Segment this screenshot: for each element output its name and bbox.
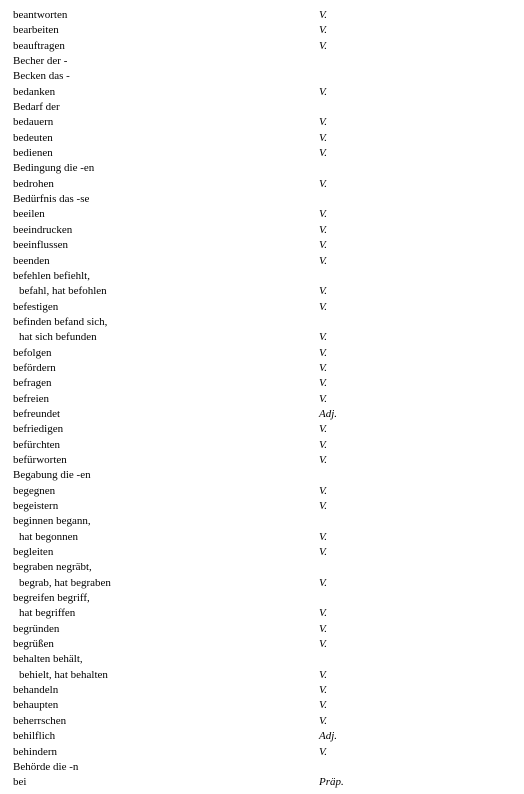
entry-continuation: behielt, hat behalten [19,668,108,681]
list-item [0,606,524,621]
entry-part-of-speech: V. [319,453,328,466]
list-item [0,315,524,330]
entry-word: behindern [13,745,57,758]
entry-part-of-speech: V. [319,684,328,697]
entry-part-of-speech: V. [319,177,328,190]
entry-part-of-speech: V. [319,208,328,221]
list-item [0,714,524,729]
list-item [0,146,524,161]
entry-continuation: hat begonnen [19,530,78,543]
entry-word: begründen [13,622,60,635]
entry-word: beantworten [13,9,68,21]
list-item [0,115,524,130]
entry-part-of-speech: V. [319,576,328,589]
entry-part-of-speech: V. [319,484,328,497]
entry-word: beauftragen [13,39,65,52]
entry-word: behilflich [13,730,56,743]
entry-word: befürchten [13,438,61,451]
entry-word: befestigen [13,300,59,313]
list-item [0,85,524,100]
list-item [0,652,524,667]
entry-word: bedeuten [13,131,53,144]
entry-continuation: hat begriffen [19,607,76,620]
vocabulary-list [0,8,524,791]
entry-word: beeindrucken [13,223,73,236]
entry-word: Bedingung die -en [13,162,95,175]
entry-word: befreundet [13,407,61,420]
entry-part-of-speech: V. [319,223,328,236]
list-item [0,100,524,115]
entry-continuation: befahl, hat befohlen [19,285,107,298]
entry-word: behandeln [13,684,59,697]
entry-part-of-speech: V. [319,699,328,712]
list-item [0,54,524,69]
list-item [0,760,524,775]
list-item [0,223,524,238]
entry-word: Becken das - [13,70,70,83]
list-item [0,422,524,437]
list-item [0,131,524,146]
entry-word: befolgen [13,346,52,359]
entry-word: bedauern [13,116,54,129]
entry-word: begegnen [13,484,56,497]
entry-part-of-speech: V. [319,392,328,405]
entry-word: befürworten [13,453,67,466]
entry-word: befriedigen [13,423,64,436]
entry-part-of-speech: V. [319,546,328,559]
entry-part-of-speech: V. [319,607,328,620]
list-item [0,392,524,407]
entry-part-of-speech: V. [319,622,328,635]
entry-part-of-speech: V. [319,239,328,252]
list-item [0,300,524,315]
entry-continuation: begrab, hat begraben [19,576,111,589]
list-item [0,668,524,683]
entry-part-of-speech: V. [319,116,328,129]
entry-part-of-speech: V. [319,361,328,374]
entry-word: bei [13,776,27,789]
list-item [0,560,524,575]
entry-word: befehlen befiehlt, [13,269,90,282]
entry-word: befreien [13,392,50,405]
entry-word: Begabung die -en [13,469,91,482]
entry-part-of-speech: V. [319,39,328,52]
list-item [0,468,524,483]
entry-word: begleiten [13,546,54,559]
list-item [0,637,524,652]
entry-word: behaupten [13,699,59,712]
entry-part-of-speech: V. [319,668,328,681]
entry-part-of-speech: V. [319,377,328,390]
entry-part-of-speech: V. [319,346,328,359]
entry-word: beginnen begann, [13,515,91,528]
entry-part-of-speech: V. [319,745,328,758]
list-item [0,69,524,84]
entry-part-of-speech: V. [319,638,328,651]
entry-word: Bedarf der [13,101,60,114]
entry-word: begreifen begriff, [13,592,90,605]
list-item [0,622,524,637]
list-item [0,330,524,345]
list-item [0,745,524,760]
list-item [0,254,524,269]
entry-word: bedienen [13,147,53,160]
entry-part-of-speech: V. [319,285,328,298]
list-item [0,177,524,192]
entry-part-of-speech: V. [319,254,328,267]
list-item [0,438,524,453]
list-item [0,514,524,529]
entry-part-of-speech: V. [319,9,328,21]
list-item [0,23,524,38]
entry-word: bedanken [13,85,56,98]
entry-word: beherrschen [13,714,67,727]
list-item [0,499,524,514]
entry-word: begraben negräbt, [13,561,92,574]
entry-word: beenden [13,254,50,267]
entry-part-of-speech: V. [319,147,328,160]
list-item [0,407,524,422]
entry-word: befördern [13,361,56,374]
entry-part-of-speech: V. [319,423,328,436]
entry-part-of-speech: V. [319,530,328,543]
entry-part-of-speech: V. [319,24,328,37]
entry-part-of-speech: V. [319,331,328,344]
entry-part-of-speech: V. [319,131,328,144]
list-item [0,346,524,361]
entry-continuation: hat sich befunden [19,331,97,344]
entry-word: bedrohen [13,177,54,190]
entry-word: Becher der - [13,55,68,68]
entry-word: begrüßen [13,638,54,651]
list-item [0,530,524,545]
entry-word: begeistern [13,500,59,512]
entry-part-of-speech: V. [319,500,328,512]
entry-word: behalten behält, [13,653,83,666]
entry-word: befinden befand sich, [13,315,108,328]
list-item [0,269,524,284]
list-item [0,591,524,606]
entry-word: beeinflussen [13,239,68,252]
entry-part-of-speech: Adj. [319,730,338,743]
entry-part-of-speech: V. [319,85,328,98]
entry-part-of-speech: Präp. [319,776,344,789]
entry-word: befragen [13,377,52,390]
list-item [0,453,524,468]
list-item [0,729,524,744]
entry-word: beeilen [13,208,45,221]
list-item [0,39,524,54]
list-item [0,284,524,299]
entry-part-of-speech: V. [319,300,328,313]
list-item [0,238,524,253]
list-item [0,484,524,499]
list-item [0,775,524,790]
entry-word: bearbeiten [13,24,59,37]
list-item [0,161,524,176]
list-item [0,192,524,207]
list-item [0,8,524,23]
list-item [0,376,524,391]
list-item [0,698,524,713]
entry-word: Behörde die -n [13,760,79,773]
list-item [0,576,524,591]
entry-part-of-speech: Adj. [319,407,338,420]
list-item [0,545,524,560]
entry-part-of-speech: V. [319,438,328,451]
list-item [0,207,524,222]
entry-word: Bedürfnis das -se [13,193,90,206]
list-item [0,361,524,376]
entry-part-of-speech: V. [319,714,328,727]
list-item [0,683,524,698]
